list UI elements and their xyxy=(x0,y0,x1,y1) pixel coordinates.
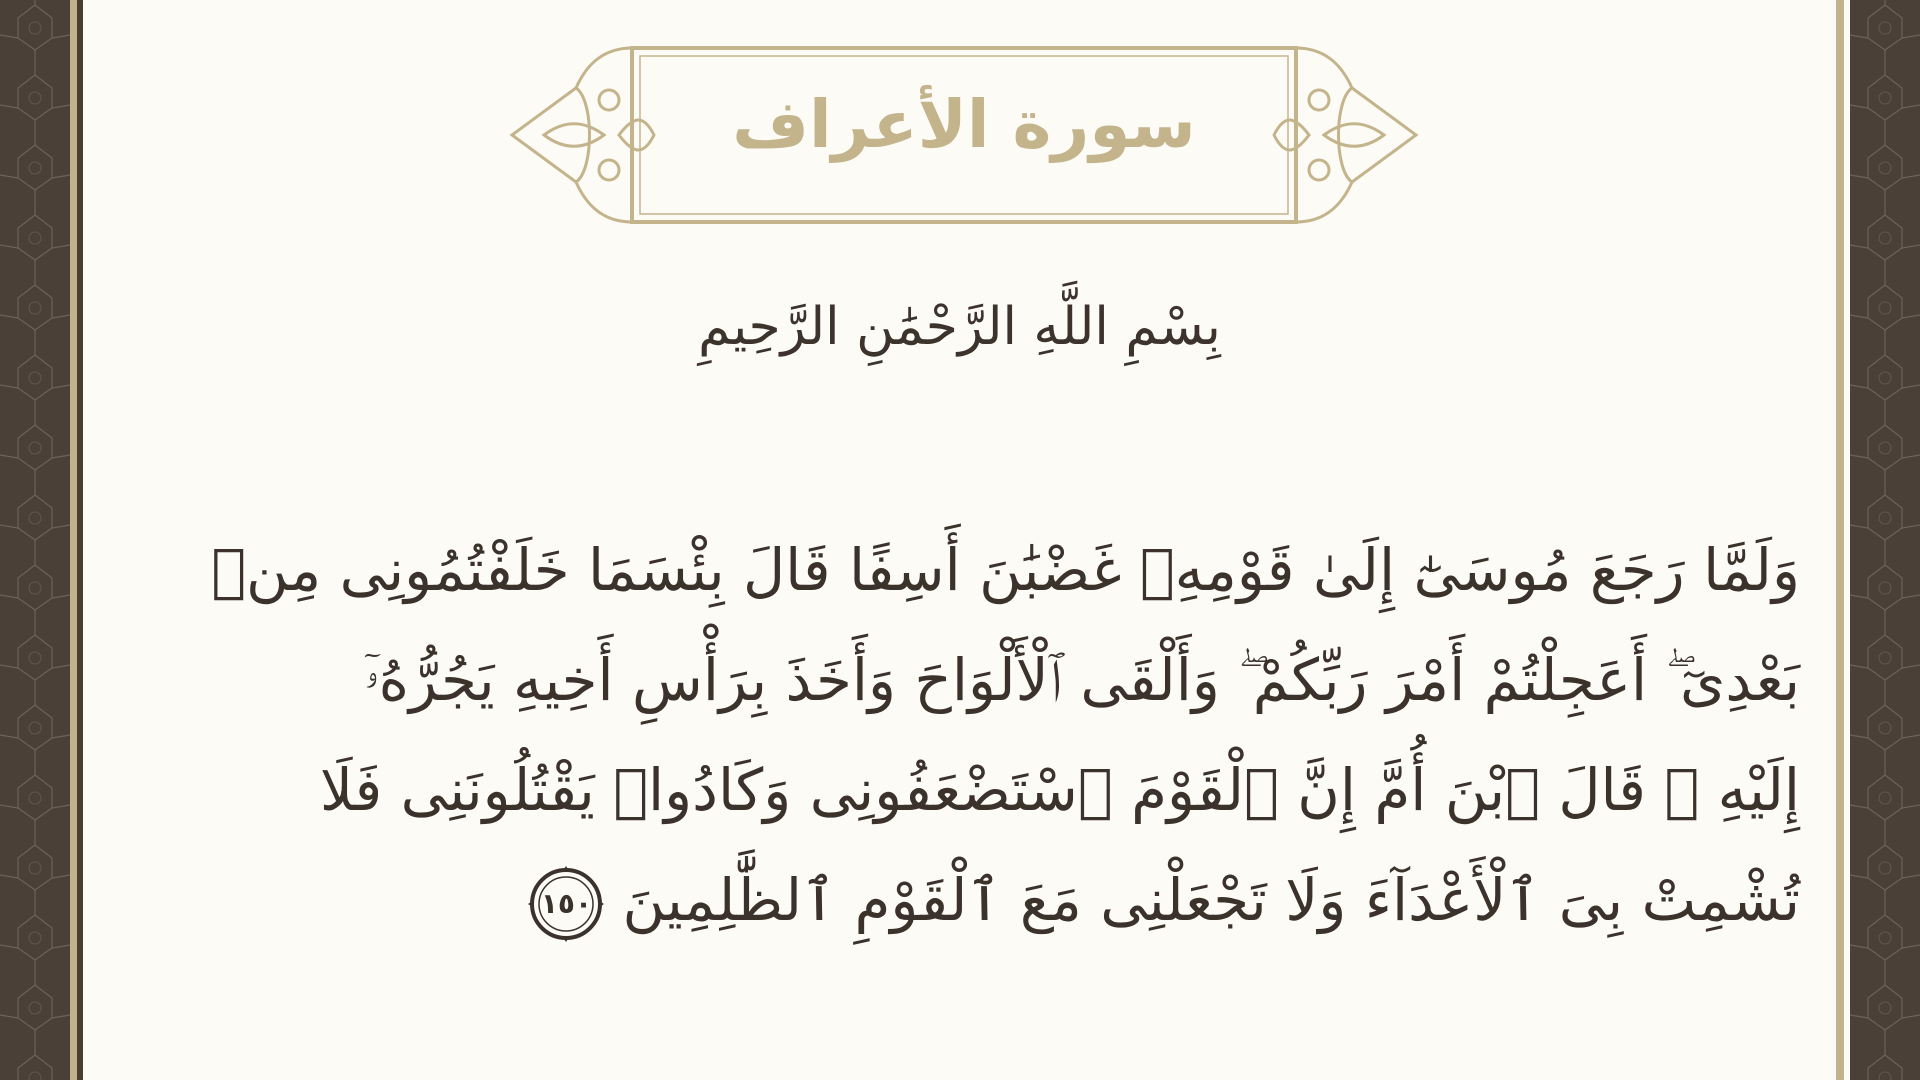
right-gold-frame-line xyxy=(1836,0,1844,1080)
left-border-panel xyxy=(0,0,70,1080)
ayah-number: ١٥٠ xyxy=(540,886,593,920)
left-inner-gap xyxy=(83,0,94,1080)
verse-line-last xyxy=(234,850,1800,960)
basmala: بِسْمِ اللَّهِ الرَّحْمَٰنِ الرَّحِيمِ xyxy=(698,297,1221,357)
geometric-pattern-right xyxy=(1850,0,1920,1080)
right-inner-gap xyxy=(1825,0,1836,1080)
right-border-panel xyxy=(1850,0,1920,1080)
mushaf-page xyxy=(94,0,1825,1080)
verse-line: بَعْدِىٓ ۖ أَعَجِلْتُمْ أَمْرَ رَبِّكُمْ ۖ وَأَلْقَى ٱلْأَلْوَاحَ وَأَخَذَ بِرَأْسِ أَخِيهِ يَجُرُّهُۥٓ xyxy=(364,646,1800,714)
verse-line: وَلَمَّا رَجَعَ مُوسَىٰٓ إِلَىٰ قَوْمِهِۦ غَضْبَٰنَ أَسِفًا قَالَ بِئْسَمَا خَلَفْتُمُونِى مِنۢ xyxy=(211,536,1800,604)
surah-title: سورة الأعراف xyxy=(732,86,1196,163)
left-gold-frame-line xyxy=(70,0,77,1080)
ayah-number-marker xyxy=(526,864,606,944)
verse-text-block xyxy=(211,520,1800,960)
geometric-pattern-left xyxy=(0,0,70,1080)
surah-title-cartouche xyxy=(504,40,1424,230)
verse-line-text: تُشْمِتْ بِىَ ٱلْأَعْدَآءَ وَلَا تَجْعَلْنِى مَعَ ٱلْقَوْمِ ٱلظَّٰلِمِينَ xyxy=(622,866,1800,934)
verse-line: إِلَيْهِ ۚ قَالَ ٱبْنَ أُمَّ إِنَّ ٱلْقَوْمَ ٱسْتَضْعَفُونِى وَكَادُوا۟ يَقْتُلُونَنِى فَلَا xyxy=(319,756,1800,824)
